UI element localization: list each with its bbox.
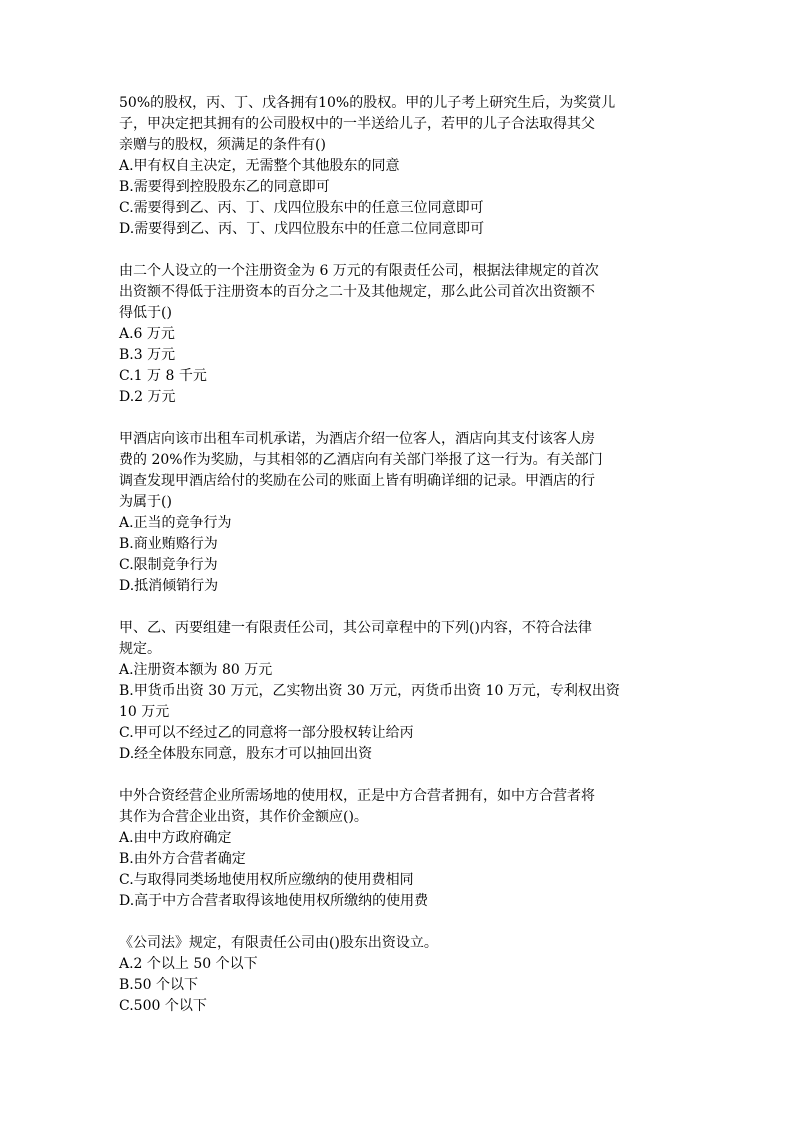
option-b: B.需要得到控股股东乙的同意即可: [119, 179, 330, 195]
option-a: A.6 万元: [119, 326, 175, 342]
question-stem-line: 其作为合营企业出资，其作价金额应()。: [119, 809, 368, 825]
option-c: C.500 个以下: [119, 998, 207, 1014]
question-6: [119, 933, 679, 1017]
question-stem-line: 由二个人设立的一个注册资金为 6 万元的有限责任公司，根据法律规定的首次: [119, 263, 599, 279]
option-c: C.1 万 8 千元: [119, 368, 207, 384]
question-stem-line: 费的 20%作为奖励，与其相邻的乙酒店向有关部门举报了这一行为。有关部门: [119, 452, 603, 468]
option-b: B.3 万元: [119, 347, 176, 363]
question-2: [119, 261, 679, 408]
option-c: C.甲可以不经过乙的同意将一部分股权转让给丙: [119, 725, 414, 741]
question-3: [119, 429, 679, 597]
option-c: C.与取得同类场地使用权所应缴纳的使用费相同: [119, 872, 414, 888]
question-stem-line: 甲酒店向该市出租车司机承诺，为酒店介绍一位客人，酒店向其支付该客人房: [119, 431, 595, 447]
question-stem-line: 《公司法》规定，有限责任公司由()股东出资设立。: [119, 935, 438, 951]
question-1: [119, 93, 679, 240]
question-stem-line: 出资额不得低于注册资本的百分之二十及其他规定，那么此公司首次出资额不: [119, 284, 595, 300]
question-stem-line: 调查发现甲酒店给付的奖励在公司的账面上皆有明确详细的记录。甲酒店的行: [119, 473, 595, 489]
option-c: C.限制竞争行为: [119, 557, 218, 573]
option-a: A.正当的竞争行为: [119, 515, 232, 531]
question-stem-line: 得低于(): [119, 305, 172, 321]
question-stem-line: 中外合资经营企业所需场地的使用权，正是中方合营者拥有，如中方合营者将: [119, 788, 595, 804]
option-b: B.由外方合营者确定: [119, 851, 246, 867]
option-b: B.商业贿赂行为: [119, 536, 218, 552]
option-d: D.高于中方合营者取得该地使用权所缴纳的使用费: [119, 893, 429, 909]
option-b: B.50 个以下: [119, 977, 199, 993]
option-d: D.经全体股东同意，股东才可以抽回出资: [119, 746, 373, 762]
question-stem-line: 亲赠与的股权，须满足的条件有(): [119, 137, 326, 153]
option-b-continued: 10 万元: [119, 704, 170, 720]
option-d: D.抵消倾销行为: [119, 578, 219, 594]
question-4: [119, 618, 679, 765]
question-stem-line: 规定。: [119, 641, 161, 657]
option-d: D.2 万元: [119, 389, 176, 405]
option-a: A.甲有权自主决定，无需整个其他股东的同意: [119, 158, 400, 174]
question-stem-line: 为属于(): [119, 494, 172, 510]
option-d: D.需要得到乙、丙、丁、戊四位股东中的任意二位同意即可: [119, 221, 485, 237]
question-5: [119, 786, 679, 912]
option-a: A.注册资本额为 80 万元: [119, 662, 273, 678]
question-stem-line: 甲、乙、丙要组建一有限责任公司，其公司章程中的下列()内容，不符合法律: [119, 620, 592, 636]
document-page: [119, 93, 679, 1038]
option-a: A.由中方政府确定: [119, 830, 232, 846]
question-stem-line: 子，甲决定把其拥有的公司股权中的一半送给儿子，若甲的儿子合法取得其父: [119, 116, 595, 132]
option-c: C.需要得到乙、丙、丁、戊四位股东中的任意三位同意即可: [119, 200, 484, 216]
option-b: B.甲货币出资 30 万元，乙实物出资 30 万元，丙货币出资 10 万元，专利权出资: [119, 683, 620, 699]
question-stem-line: 50%的股权，丙、丁、戊各拥有10%的股权。甲的儿子考上研究生后，为奖赏儿: [119, 95, 616, 111]
option-a: A.2 个以上 50 个以下: [119, 956, 258, 972]
